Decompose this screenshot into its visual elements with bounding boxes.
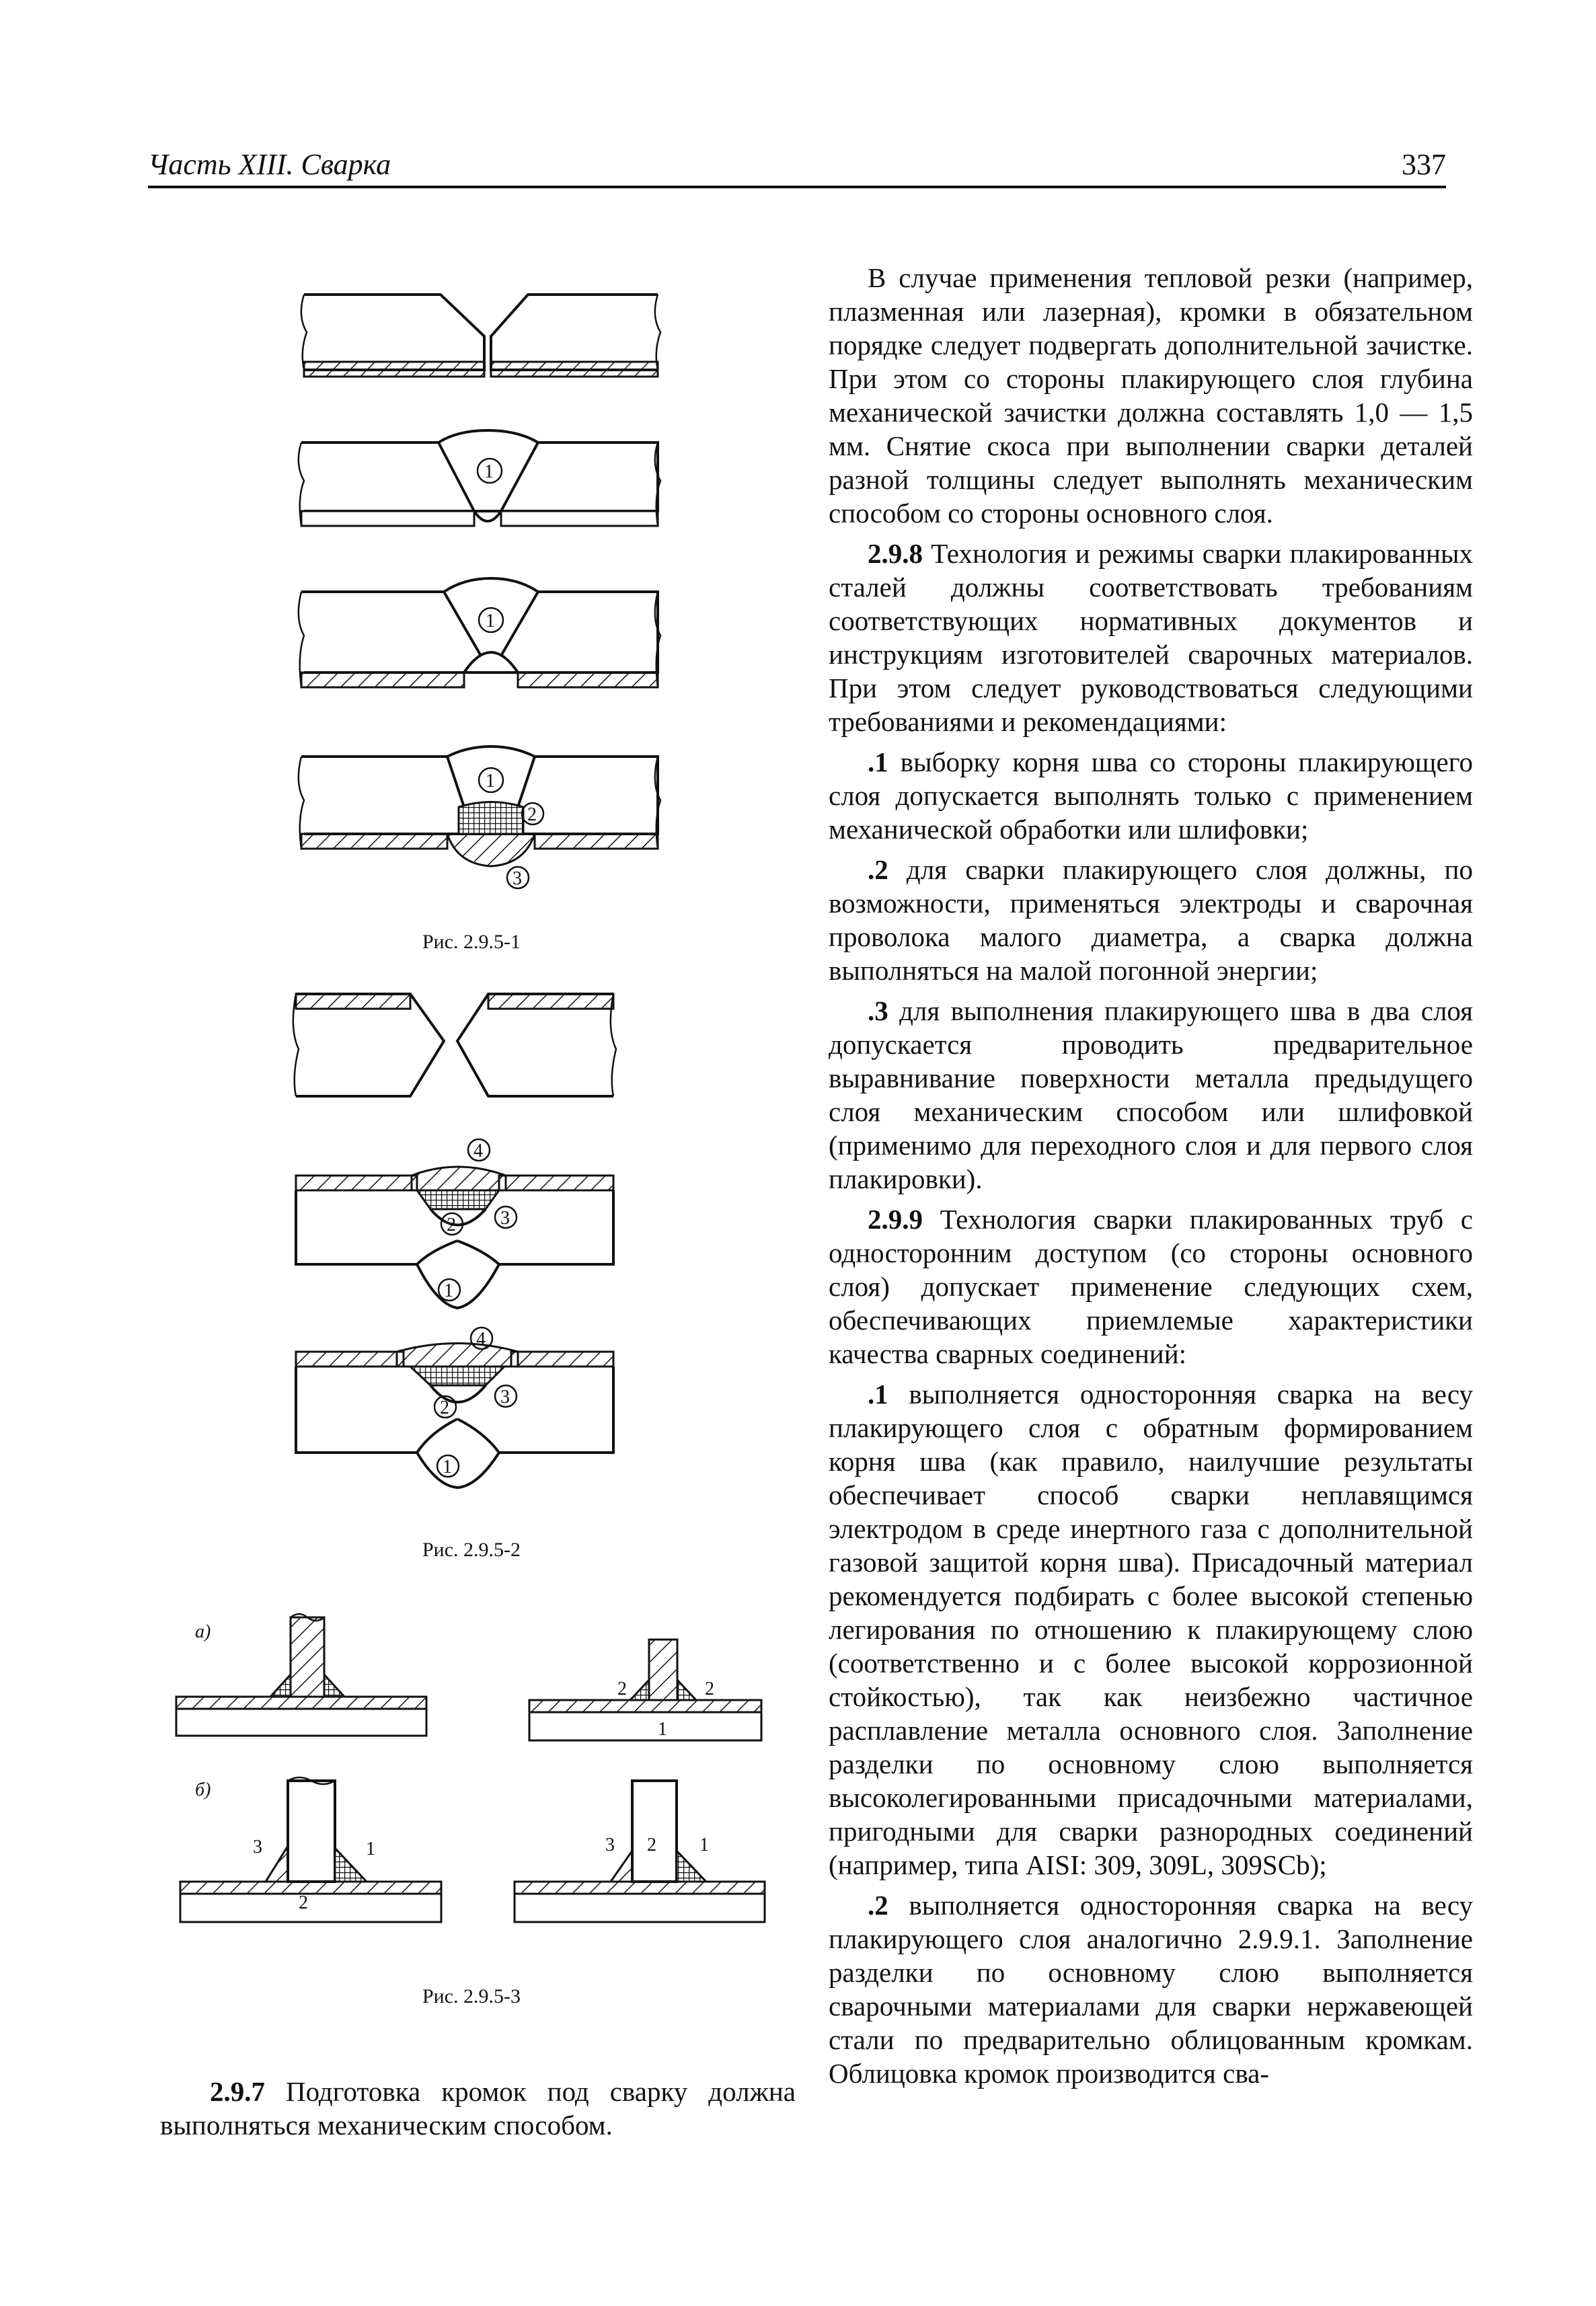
weld-number-2: 2 [440, 1397, 449, 1418]
weld-number-3: 3 [500, 1208, 510, 1229]
weld-number-4: 4 [476, 1329, 486, 1350]
weld-number-1: 1 [699, 1835, 709, 1855]
paragraph: 2.9.8 Технология и режимы сварки плакированных сталей должны соответствовать требованиям соответствующих нормативных документов и инструкциям изготовителей сварочных материалов. При этом следует руководствоваться следующими требованиями и рекомендациями: [829, 538, 1473, 737]
figure-caption-2-9-5-1: Рис. 2.9.5-1 [422, 931, 521, 953]
double-v-weld-sketch [296, 1139, 613, 1308]
figures-area [0, 0, 794, 2017]
paragraph: В случае применения тепловой резки (например, плазменная или лазерная), кромки в обязательном порядке следует подвергать дополнительной зачистке. При этом со стороны плакирующего слоя глубина механической зачистки должна составлять 1,0 — 1,5 мм. Снятие скоса при выполнении сварки деталей разной толщины следует выполнять механическим способом со стороны основного слоя. [829, 262, 1473, 529]
weld-number-1: 1 [486, 611, 495, 631]
list-item: .2 выполняется односторонняя сварка на весу плакирующего слоя аналогично 2.9.9.1. Заполнение разделки по основному слою выполняется сварочными материалами для сварки нержавеющей стали по предварительно облицованным кромкам. Облицовка кромок производится сва- [829, 1890, 1473, 2089]
clause-number: 2.9.9 [868, 1204, 923, 1235]
tee-joint-b-right-sketch [515, 1781, 765, 1922]
paragraph: 2.9.9 Технология сварки плакированных труб с односторонним доступом (со стороны основного слоя) допускает применение следующих схем, обеспечивающих приемлемые характеристики качества сварных соединений: [829, 1204, 1473, 1369]
weld-number-2: 2 [617, 1679, 627, 1699]
bevel-preparation-sketch [301, 295, 660, 377]
clause-number: 2.9.7 [210, 2076, 265, 2107]
weld-number-2: 2 [527, 804, 537, 825]
section-title: Часть XIII. Сварка [148, 148, 391, 181]
weld-number-1: 1 [484, 461, 494, 482]
weld-number-2: 2 [705, 1679, 714, 1699]
clad-weld-sketch [299, 746, 660, 889]
list-item: .1 выполняется односторонняя сварка на весу плакирующего слоя с обратным формированием корня шва (как правило, наилучшие результаты обеспечивает способ сварки неплавящимся электродом в среде инертного газа с дополнительной газовой защитой корня шва). Присадочный материал рекомендуется подбирать с более высокой степенью легирования по отношению к плакирующему слою (соответственно и с более высокой коррозионной стойкостью), так как неизбежно частичное расплавление металла основного слоя. Заполнение разделки по основному слою выполняется высоколегированными присадочными материалами, пригодными для сварки разнородных соединений (например, типа AISI: 309, 309L, 309SCb); [829, 1379, 1473, 1880]
weld-number-1: 1 [658, 1719, 667, 1740]
double-v-weld-alt-sketch [296, 1328, 613, 1488]
weld-number-2: 2 [299, 1892, 308, 1913]
weld-number-4: 4 [473, 1141, 483, 1161]
base-weld-sketch [299, 430, 660, 526]
clause-2-9-7 [160, 2075, 796, 2142]
weld-number-3: 3 [605, 1835, 615, 1855]
tee-joint-b-left-sketch [180, 1777, 441, 1922]
weld-number-3: 3 [512, 868, 522, 889]
double-v-preparation-sketch [293, 994, 616, 1096]
tee-joint-a-left-sketch [176, 1614, 426, 1736]
figure-caption-2-9-5-3: Рис. 2.9.5-3 [422, 1985, 521, 2007]
subfigure-label-a: а) [195, 1621, 211, 1642]
weld-number-2: 2 [447, 1215, 456, 1235]
back-gouging-sketch [299, 578, 660, 687]
paragraph [160, 2075, 796, 2142]
list-item: .2 для сварки плакирующего слоя должны, по возможности, применяться электроды и сварочная проволока малого диаметра, а сварка должна выполняться на малой погонной энергии; [829, 854, 1473, 986]
subfigure-label-b: б) [195, 1779, 211, 1800]
weld-number-3: 3 [253, 1837, 262, 1857]
page-number: 337 [1402, 148, 1446, 181]
list-item: .3 для выполнения плакирующего шва в два слоя допускается проводить предварительное выравнивание поверхности металла предыдущего слоя механическим способом или шлифовкой (применимо для переходного слоя и для первого слоя плакировки). [829, 995, 1473, 1194]
tee-joint-a-right-sketch [529, 1640, 761, 1740]
weld-number-1: 1 [443, 1457, 452, 1477]
weld-number-1: 1 [444, 1280, 453, 1301]
weld-number-2: 2 [647, 1835, 656, 1855]
weld-number-1: 1 [366, 1839, 375, 1859]
right-column [829, 261, 1473, 2097]
weld-number-3: 3 [500, 1387, 510, 1408]
paragraph-text: Подготовка кромок под сварку должна выполняться механическим способом. [160, 2076, 796, 2141]
list-item: .1 выборку корня шва со стороны плакирующего слоя допускается выполнять только с применением механической обработки или шлифовки; [829, 746, 1473, 845]
clause-number: 2.9.8 [868, 538, 923, 569]
weld-number-1: 1 [486, 771, 495, 792]
figure-caption-2-9-5-2: Рис. 2.9.5-2 [422, 1539, 521, 1561]
